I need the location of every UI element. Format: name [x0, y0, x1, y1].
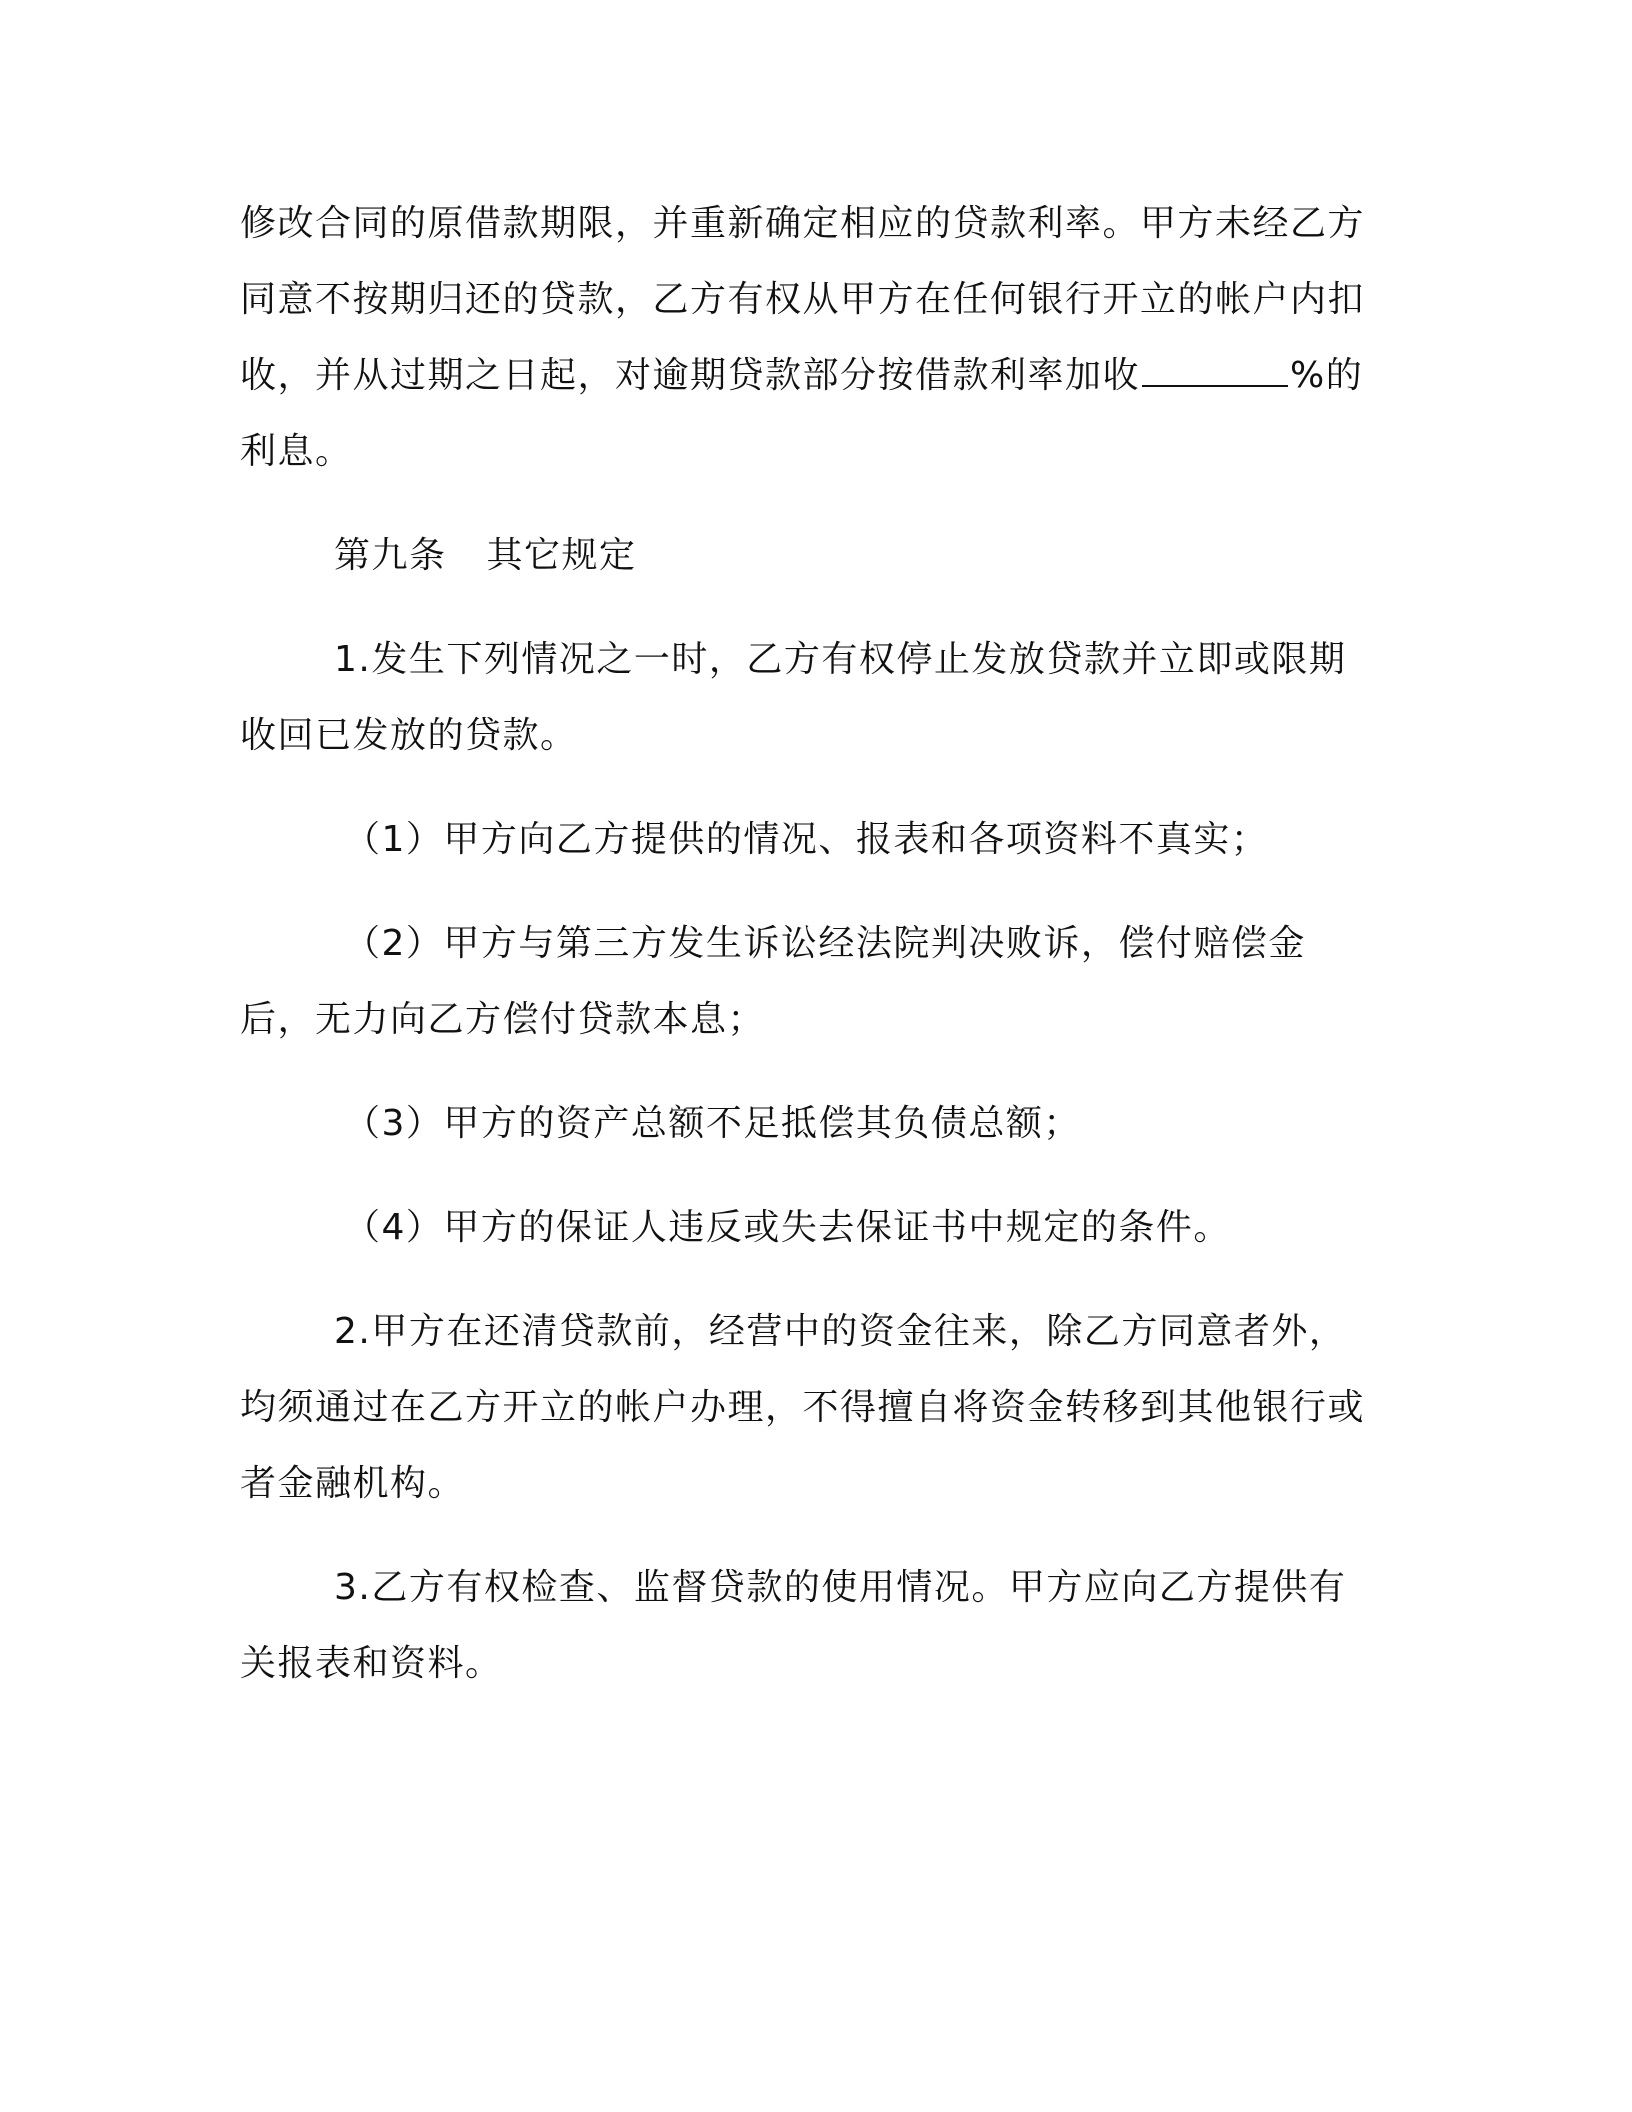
sub-clause-3: （3）甲方的资产总额不足抵偿其负债总额； — [344, 1103, 1081, 1144]
article-title: 其它规定 — [486, 535, 637, 576]
paragraph-continued-tail: %的利息。 — [240, 355, 1364, 472]
sub-clause-1: （1）甲方向乙方提供的情况、报表和各项资料不真实； — [344, 819, 1269, 860]
paragraph-continued — [240, 186, 1370, 490]
document-page — [240, 186, 1370, 1702]
paragraph-continued-text: 修改合同的原借款期限，并重新确定相应的贷款利率。甲方未经乙方同意不按期归还的贷款，乙方有权从甲方在任何银行开立的帐户内扣收，并从过期之日起，对逾期贷款部分按借款利率加收 — [240, 203, 1366, 396]
sub-clause-2: （2）甲方与第三方发生诉讼经法院判决败诉，偿付赔偿金后，无力向乙方偿付贷款本息； — [240, 923, 1306, 1040]
rate-blank-field[interactable] — [1142, 355, 1288, 387]
article-9-heading — [240, 518, 1370, 594]
clause-2: 2.甲方在还清贷款前，经营中的资金往来，除乙方同意者外，均须通过在乙方开立的帐户办理，不得擅自将资金转移到其他银行或者金融机构。 — [240, 1311, 1366, 1504]
sub-clause-4: （4）甲方的保证人违反或失去保证书中规定的条件。 — [344, 1207, 1231, 1248]
clause-1: 1.发生下列情况之一时，乙方有权停止发放贷款并立即或限期收回已发放的贷款。 — [240, 639, 1347, 756]
article-number: 第九条 — [334, 535, 447, 576]
clause-3: 3.乙方有权检查、监督贷款的使用情况。甲方应向乙方提供有关报表和资料。 — [240, 1567, 1347, 1684]
